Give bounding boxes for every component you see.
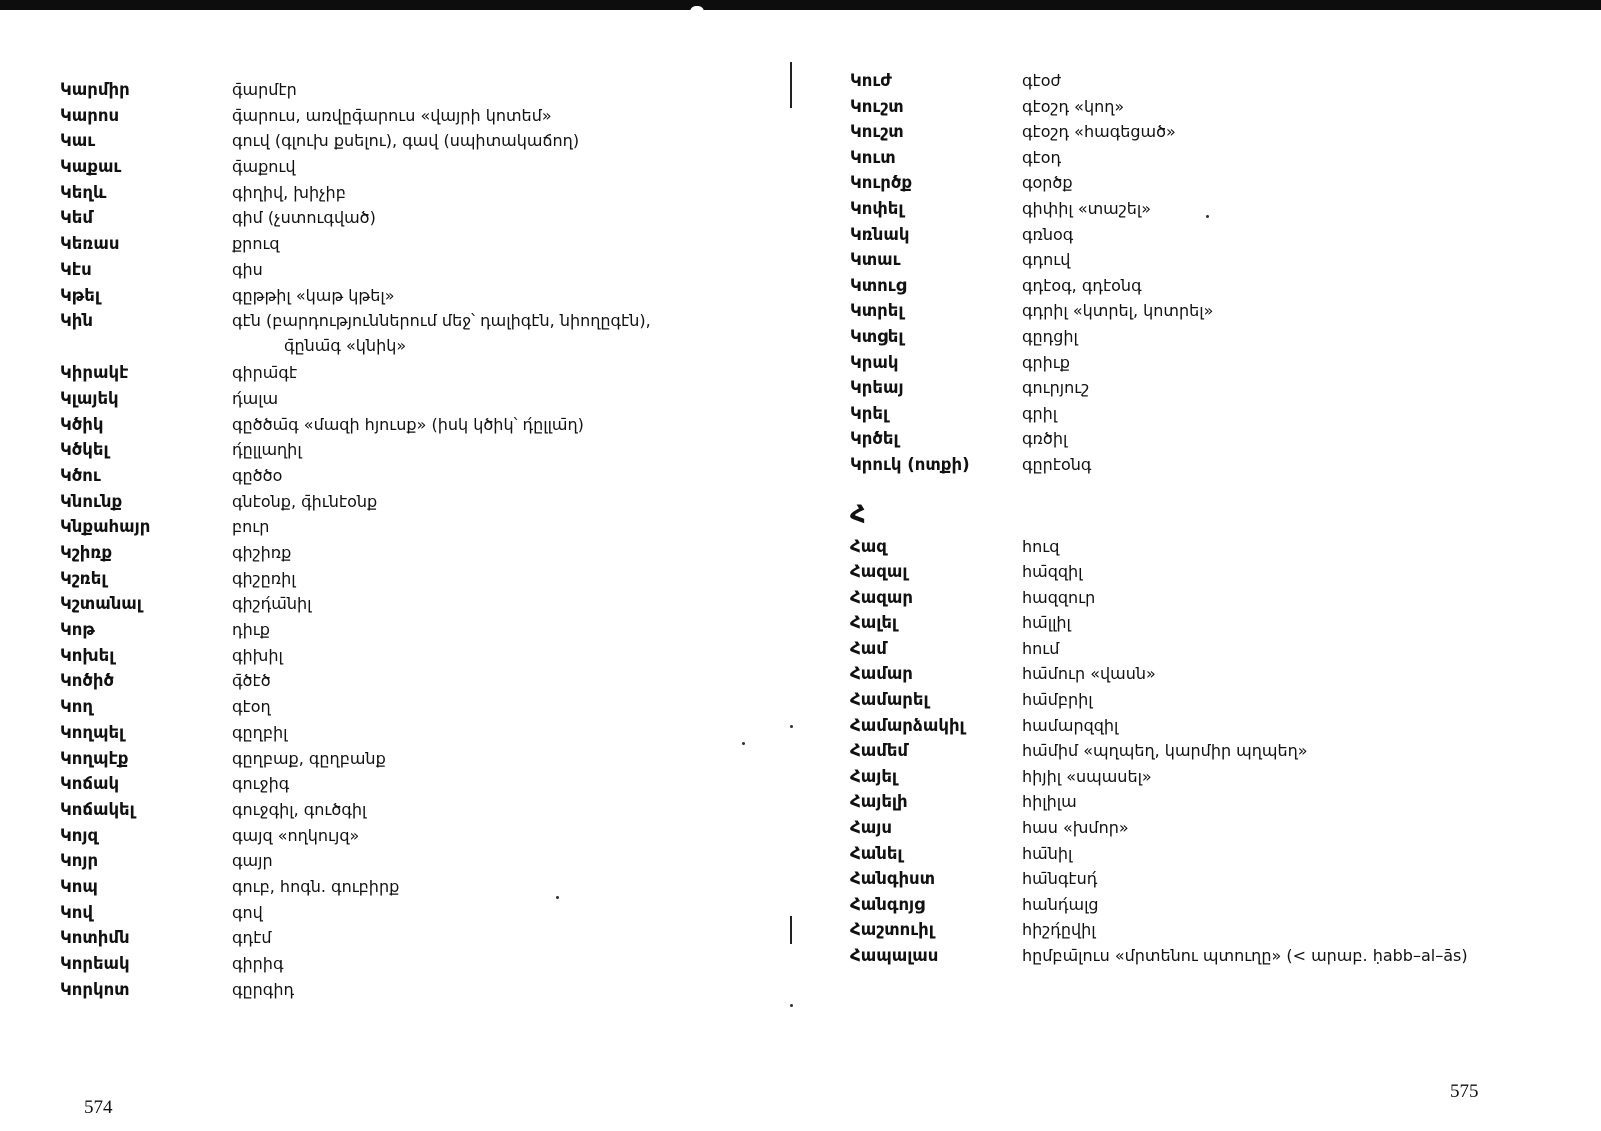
entry-dialect-form [232,591,311,616]
entry-dialect-form [1022,145,1061,170]
entry-dialect-text: հաս «խմոր» [1022,818,1129,838]
entry-dialect-form [1022,738,1308,763]
entry-headword: Կրծել [850,429,899,449]
entry-dialect-form [232,360,297,385]
entry-dialect-form [1022,789,1077,814]
dictionary-entry [60,386,780,412]
entry-dialect-text: հիշդ́ըվիլ [1022,920,1096,940]
entry-dialect-form [232,874,399,899]
entry-headword: Հայս [850,818,892,838]
entry-dialect-form [1022,94,1124,119]
entry-headword: Կաւ [60,131,96,151]
dictionary-entry [850,687,1550,713]
dictionary-entry [60,643,780,669]
entry-dialect-form [232,643,283,668]
entry-dialect-text: գըրգիդ [232,979,295,999]
entry-dialect-text: գէն (բարդություններում մեջ՝ դալիգէն, նիողըգէն), [232,311,651,331]
dictionary-entry [60,412,780,438]
entry-dialect-text: հա̄միմ «պղպեղ, կարմիր պղպեղ» [1022,741,1308,761]
entry-headword: Կծկել [60,440,109,460]
scan-border-notch [690,6,704,12]
entry-dialect-text: գըղբիլ [232,722,288,742]
h-section-entries [850,534,1550,969]
entry-headword: Կող [60,697,93,717]
dictionary-entry [850,298,1550,324]
entry-dialect-form [232,694,271,719]
entry-dialect-form [1022,324,1078,349]
entry-headword: Հազար [850,587,913,607]
entry-dialect-form [232,566,296,591]
entry-dialect-text: հիլիլա [1022,792,1077,812]
entry-headword: Համեմ [850,741,909,761]
dictionary-entry [60,874,780,900]
entry-headword: Կրակ [850,352,899,372]
entry-dialect-form [1022,866,1097,891]
dictionary-entry [850,534,1550,560]
entry-headword: Կշիռք [60,543,113,562]
entry-headword: Հանգոյց [850,894,925,914]
entry-dialect-text: գ̄արուս, առվըգ̄արուս «վայրի կոտեմ» [232,105,552,125]
entry-dialect-form [1022,534,1059,559]
entry-dialect-text: գուջիգ [232,774,290,794]
entry-dialect-text: գուբ, հոգն. գուբիրք [232,876,400,896]
dictionary-entry [60,463,780,489]
entry-dialect-text: գ̄աքուվ [232,157,296,177]
entry-dialect-text: գէօժ [1022,71,1062,90]
entry-dialect-form [1022,68,1061,93]
entry-dialect-text: գիփիլ «տաշել» [1022,198,1152,218]
dictionary-entry [60,103,780,129]
dictionary-entry [60,205,780,231]
entry-dialect-form [232,823,359,848]
dictionary-entry [850,196,1550,222]
entry-headword: Կոխել [60,645,115,665]
entry-headword: Կռնակ [850,224,910,244]
entry-headword: Հանել [850,843,903,863]
entry-dialect-text: գէօղ [232,697,271,717]
entry-dialect-text: գրիլ [1022,403,1058,423]
entry-dialect-form [232,154,296,179]
dictionary-entry [60,540,780,566]
dictionary-entry [850,559,1550,585]
entry-dialect-text: գռնօգ [1022,224,1074,244]
entry-dialect-text: գիշիռք [232,543,292,562]
dictionary-entry [60,694,780,720]
dictionary-entry [60,617,780,643]
entry-dialect-text: գէօշդ «կող» [1022,96,1125,116]
dictionary-entry [850,789,1550,815]
entry-headword: Կոյր [60,851,99,871]
entry-dialect-form [232,951,283,976]
entry-dialect-form [232,489,377,514]
entry-headword: Կորեակ [60,954,130,973]
entry-dialect-text: գ̄ծէծ [232,671,271,691]
entry-headword: Կեռաս [60,234,120,254]
entry-headword: Հայել [850,766,898,786]
dictionary-entry [850,636,1550,662]
entry-dialect-form [1022,170,1073,195]
dictionary-entry [850,917,1550,943]
entry-dialect-text: գօրծք [1022,173,1073,193]
entry-headword: Հանգիստ [850,869,936,889]
entry-dialect-text: գդէօգ, գդէօնգ [1022,275,1142,295]
entry-headword: Կտաւ [850,250,901,270]
entry-dialect-form [1022,585,1095,610]
entry-dialect-text: դ́ըլլաղիլ [232,440,302,460]
entry-dialect-form [1022,452,1091,477]
dictionary-entry [850,661,1550,687]
entry-dialect-text: բուր [232,517,270,537]
entry-dialect-form [232,900,263,925]
entry-headword: Կոծիծ [60,671,115,691]
entry-headword: Կլայեկ [60,388,119,408]
entry-dialect-form [232,412,584,437]
entry-dialect-form [1022,196,1151,221]
entry-headword: Կծու [60,465,101,485]
entry-dialect-text: հա̄նիլ [1022,843,1073,863]
entry-headword: Կուժ [850,71,892,90]
right-page-number: 575 [1450,1081,1479,1102]
entry-dialect-form [1022,892,1099,917]
entry-dialect-form [232,797,366,822]
entry-dialect-form [232,617,270,642]
dictionary-entry [60,308,780,360]
entry-dialect-text: գուվ (գլուխ քսելու), գավ (սպիտակաճող) [232,131,580,151]
dictionary-entry [850,68,1550,94]
entry-dialect-form [232,848,273,873]
entry-dialect-form [1022,610,1071,635]
entry-dialect-text: հանդ́ալց [1022,894,1099,914]
entry-headword: Կրել [850,403,889,423]
entry-headword: Կով [60,902,93,922]
entry-dialect-form [1022,273,1142,298]
k-section-entries [850,68,1550,478]
entry-dialect-text: գըրէօնգ [1022,454,1092,474]
dictionary-entry [60,823,780,849]
entry-headword: Կշռել [60,568,107,588]
entry-dialect-text: հա̄մուր «վասն» [1022,664,1156,684]
entry-dialect-form [1022,426,1067,451]
section-heading-letter: Հ [850,499,866,528]
dictionary-entry [850,713,1550,739]
entry-headword: Կեղև [60,182,107,202]
entry-headword: Կնքահայր [60,517,151,537]
entry-dialect-continuation: գ̄ընա̄գ «կնիկ» [284,336,407,356]
dictionary-entry [60,437,780,463]
entry-dialect-form [232,925,272,950]
entry-dialect-text: հա̄մբրիլ [1022,690,1093,710]
entry-dialect-form [1022,559,1083,584]
entry-headword: Կոտիմն [60,928,130,948]
entry-dialect-form [1022,713,1118,738]
dictionary-entry [60,566,780,592]
entry-dialect-form [1022,636,1059,661]
entry-headword: Կրուկ (ոտքի) [850,454,970,474]
dictionary-entry [60,154,780,180]
entry-dialect-text: գդէմ [232,928,272,948]
entry-headword: Հալել [850,613,898,633]
dictionary-entry [850,892,1550,918]
entry-dialect-form [232,103,552,128]
scan-speck [790,725,793,728]
entry-dialect-text: գէօշդ «հագեցած» [1022,122,1176,142]
dictionary-entry [60,283,780,309]
scan-speck [790,1004,793,1007]
entry-headword: Կեմ [60,208,93,228]
dictionary-entry [60,489,780,515]
entry-dialect-text: գիխիլ [232,645,283,665]
entry-dialect-form [232,514,269,539]
gutter-mark [790,916,792,944]
entry-dialect-text: գիղիվ, խիչիբ [232,182,346,202]
entry-headword: Կուշտ [850,96,904,116]
entry-headword: Կիրակէ [60,363,129,383]
entry-dialect-text: դիւք [232,620,270,640]
entry-dialect-form [232,386,278,411]
entry-dialect-text: գիշըռիլ [232,568,296,588]
entry-dialect-text: քրուզ [232,234,280,254]
dictionary-entry [850,170,1550,196]
entry-dialect-form [232,746,386,771]
entry-dialect-form [232,437,302,462]
entry-dialect-text: գնէօնք, գ̄իւնէօնք [232,491,378,511]
entry-headword: Կրեայ [850,378,904,398]
dictionary-entry [850,585,1550,611]
entry-dialect-text: գըղբաք, գըղբանք [232,748,386,768]
entry-dialect-form [1022,687,1093,712]
dictionary-entry [60,848,780,874]
entry-headword: Կոպ [60,876,98,896]
gutter-mark [790,62,792,108]
dictionary-entry [60,925,780,951]
entry-dialect-text: հուզ [1022,536,1060,556]
entry-dialect-text: գ̄արմէր [232,80,297,99]
entry-dialect-text: գիրիգ [232,954,284,973]
entry-headword: Կողպել [60,722,125,742]
entry-dialect-text: համարզզիլ [1022,715,1119,735]
dictionary-entry [60,771,780,797]
entry-headword: Կարոս [60,105,120,125]
dictionary-entry [60,360,780,386]
dictionary-entry [850,943,1550,969]
entry-dialect-text: գուջգիլ, գուծգիլ [232,799,367,819]
entry-headword: Կտցել [850,326,904,346]
entry-dialect-text: գդուվ [1022,250,1071,270]
dictionary-entry [850,324,1550,350]
dictionary-entry [850,738,1550,764]
entry-headword: Համար [850,664,913,684]
entry-headword: Կուշտ [850,122,904,142]
dictionary-entry [850,610,1550,636]
entry-headword: Կծիկ [60,414,104,434]
entry-dialect-text: գիս [232,259,263,279]
entry-headword: Կուտ [850,147,896,167]
entry-headword: Հայելի [850,792,908,812]
entry-dialect-form [1022,298,1213,323]
entry-dialect-form [232,205,376,230]
entry-dialect-text: գիմ (չստուգված) [232,208,376,228]
entry-dialect-text: հազզուր [1022,587,1096,607]
dictionary-entry [60,668,780,694]
entry-dialect-form [232,977,294,1002]
entry-dialect-text: հա̄նգէսդ́ [1022,869,1098,889]
dictionary-entry [850,145,1550,171]
entry-dialect-text: հում [1022,638,1060,658]
entry-dialect-text: գիշդ́ա̄նիլ [232,594,312,614]
entry-headword: Կտրել [850,301,904,321]
entry-dialect-text: դ́ալա [232,388,279,408]
entry-dialect-text: գայզ «ողկույզ» [232,825,360,845]
entry-dialect-text: հիյիլ «սպասել» [1022,766,1152,786]
entry-dialect-text: գրիւք [1022,352,1070,372]
dictionary-entry [60,951,780,977]
dictionary-entry [850,375,1550,401]
entry-headword: Կտուց [850,275,907,295]
entry-dialect-form [232,720,287,745]
dictionary-entry [60,720,780,746]
entry-dialect-form [232,77,297,102]
entry-dialect-text: գըթթիլ «կաթ կթել» [232,285,395,305]
entry-headword: Կշտանալ [60,594,142,614]
entry-headword: Կնունք [60,491,123,511]
entry-dialect-text: գուրյուշ [1022,378,1090,398]
entry-dialect-form [232,308,651,358]
entry-headword: Համարձակիլ [850,715,965,735]
dictionary-entry [850,841,1550,867]
entry-headword: Կթել [60,285,100,305]
entry-dialect-form [232,771,289,796]
dictionary-entry [850,273,1550,299]
entry-headword: Հազալ [850,562,908,582]
dictionary-entry [850,401,1550,427]
entry-dialect-text: հա̄լլիլ [1022,613,1071,633]
dictionary-entry [850,247,1550,273]
dictionary-entry [850,350,1550,376]
entry-headword: Համ [850,638,887,658]
left-page-column [60,77,780,1002]
entry-dialect-form [232,283,395,308]
entry-headword: Հազ [850,536,887,556]
entry-dialect-form [1022,375,1089,400]
dictionary-entry [850,866,1550,892]
dictionary-entry [850,119,1550,145]
entry-headword: Հապալաս [850,946,939,965]
entry-dialect-text: հըմբա̄լուս «մրտենու պտուղը» (< արաբ. ḥabb–al–ās) [1022,946,1468,965]
dictionary-entry [60,797,780,823]
right-page-column [850,68,1550,969]
entry-dialect-text: գով [232,902,263,922]
entry-dialect-form [232,257,263,282]
entry-headword: Կոյզ [60,825,99,845]
entry-headword: Կարմիր [60,80,130,99]
dictionary-entry [850,815,1550,841]
entry-dialect-form [1022,119,1176,144]
entry-dialect-form [1022,917,1096,942]
entry-headword: Կաքաւ [60,157,122,177]
entry-dialect-text: գդրիլ «կտրել, կոտրել» [1022,301,1214,321]
entry-dialect-text: գըծծա̄գ «մազի հյուսք» (իսկ կծիկ՝ դ́ըլլա̄ղ) [232,414,584,434]
dictionary-entry [60,514,780,540]
scan-top-border [0,0,1601,10]
dictionary-entry [60,746,780,772]
dictionary-entry [60,591,780,617]
entry-headword: Կոճակ [60,774,120,794]
entry-dialect-form [1022,222,1073,247]
entry-dialect-form [232,463,282,488]
entry-dialect-form [1022,815,1129,840]
entry-dialect-form [232,668,271,693]
entry-dialect-text: գըծծօ [232,465,283,485]
dictionary-entry [850,764,1550,790]
entry-dialect-text: գայր [232,851,273,871]
entry-dialect-form [1022,401,1057,426]
dictionary-entry [60,128,780,154]
entry-headword: Կուրծք [850,173,913,193]
entry-headword: Կին [60,311,93,331]
entry-headword: Կորկոտ [60,979,130,999]
entry-dialect-form [1022,841,1072,866]
entry-headword: Կողպէք [60,748,129,768]
entry-dialect-form [1022,764,1152,789]
dictionary-entry [850,222,1550,248]
entry-dialect-form [1022,661,1156,686]
entry-headword: Կոփել [850,198,904,218]
entry-dialect-form [1022,247,1070,272]
entry-headword: Համարել [850,690,929,710]
entry-dialect-text: գըդցիլ [1022,326,1078,346]
dictionary-entry [60,77,780,103]
dictionary-entry [60,977,780,1003]
entry-dialect-form [1022,350,1070,375]
entry-dialect-text: գէօդ [1022,147,1062,167]
entry-dialect-text: գռծիլ [1022,429,1068,449]
entry-headword: Կոթ [60,620,95,640]
dictionary-entry [60,231,780,257]
dictionary-entry [60,180,780,206]
dictionary-entry [60,900,780,926]
entry-dialect-form [232,540,291,565]
entry-dialect-text: հա̄զզիլ [1022,562,1083,582]
entry-headword: Հաշտուիլ [850,920,934,940]
dictionary-entry [850,452,1550,478]
entry-headword: Կէս [60,259,92,279]
dictionary-entry [850,426,1550,452]
entry-dialect-form [232,128,579,153]
entry-dialect-form [1022,943,1468,968]
dictionary-entry [850,94,1550,120]
entry-dialect-text: գիրա̄գէ [232,363,298,383]
entry-dialect-form [232,231,280,256]
entry-dialect-form [232,180,346,205]
left-page-number: 574 [84,1097,113,1118]
dictionary-entry [60,257,780,283]
entry-headword: Կոճակել [60,799,135,819]
